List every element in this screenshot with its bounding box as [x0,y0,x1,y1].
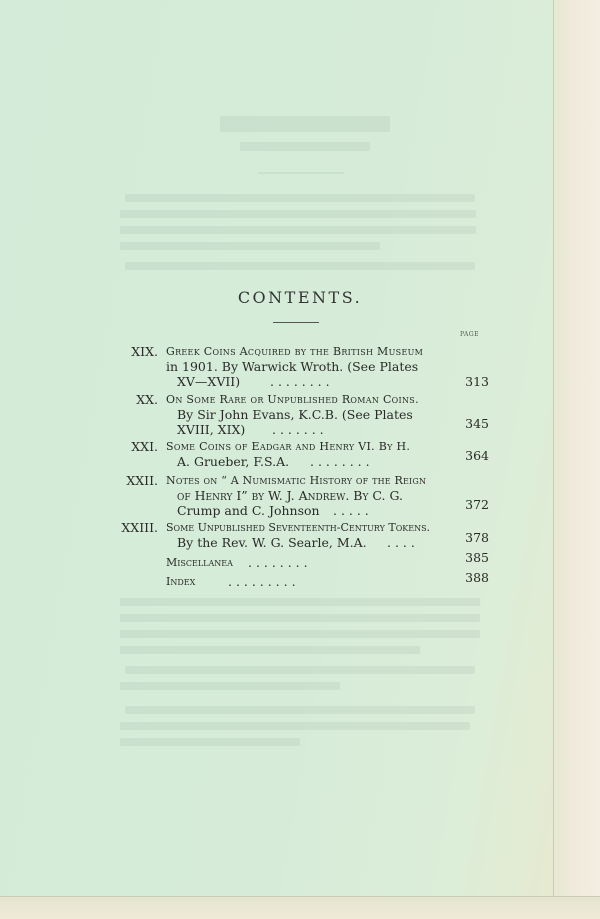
entry-title-line: Some Coins of Eadgar and Henry VI. By H. [166,440,411,453]
entry-title-line: By the Rev. W. G. Searle, M.A. [177,535,367,550]
bleed-through-text [120,614,480,622]
leader-dots: . . . . . . . . [310,454,370,469]
contents-title: CONTENTS. [237,288,363,307]
page-number: 345 [465,416,489,431]
page-number: 378 [465,530,489,545]
bleed-through-text [120,646,420,654]
entry-title-line: Index [166,575,196,588]
entry-title-line: XV—XVII) [177,374,241,389]
entry-title-line: Crump and C. Johnson [177,503,320,518]
entry-title-line: Notes on “ A Numismatic History of the Reign [166,474,427,487]
entry-title-line: By Sir John Evans, K.C.B. (See Plates [177,407,413,422]
leader-dots: . . . . . . . . . [228,574,296,589]
entry-title-line: Greek Coins Acquired by the British Museum [166,345,424,358]
page-number: 385 [465,550,489,565]
leader-dots: . . . . . . . . [270,374,330,389]
leader-dots: . . . . . . . . [248,555,308,570]
bleed-through-text [120,598,480,606]
page-number: 388 [465,570,489,585]
entry-title-line: A. Grueber, F.S.A. [177,454,290,469]
entry-title-line: On Some Rare or Unpublished Roman Coins. [166,393,419,406]
page-column-label: PAGE [460,331,479,338]
leader-dots: . . . . . [333,503,369,518]
page-number: 364 [465,448,489,463]
entry-number: XXIII. [121,520,158,535]
bleed-through-rule [258,172,344,174]
entry-title-line: of Henry I” by W. J. Andrew. By C. G. [177,488,403,503]
entry-title-line: in 1901. By Warwick Wroth. (See Plates [166,359,419,374]
page-edge-right [553,0,600,919]
page-number: 313 [465,374,489,389]
title-rule [273,322,319,323]
bleed-through-text [120,226,476,234]
bleed-through-text [125,666,475,674]
leader-dots: . . . . . . . [272,422,324,437]
entry-title-line: Miscellanea [166,556,233,569]
bleed-through-text [120,630,480,638]
leader-dots: . . . . [387,535,415,550]
bleed-through-text [125,706,475,714]
bleed-through-subheading [240,142,370,151]
bleed-through-heading [220,116,390,132]
bleed-through-text [120,210,476,218]
page-edge-bottom [0,896,600,919]
entry-title-line: XVIII, XIX) [177,422,246,437]
bleed-through-text [120,722,470,730]
entry-number: XX. [136,392,158,407]
entry-number: XXI. [131,439,158,454]
bleed-through-text [120,242,380,250]
bleed-through-text [120,738,300,746]
bleed-through-text [120,682,340,690]
entry-number: XIX. [131,344,158,359]
bleed-through-text [125,262,475,270]
entry-number: XXII. [126,473,158,488]
page-number: 372 [465,497,489,512]
entry-title-line: Some Unpublished Seventeenth-Century Tokens. [166,521,431,534]
bleed-through-text [125,194,475,202]
